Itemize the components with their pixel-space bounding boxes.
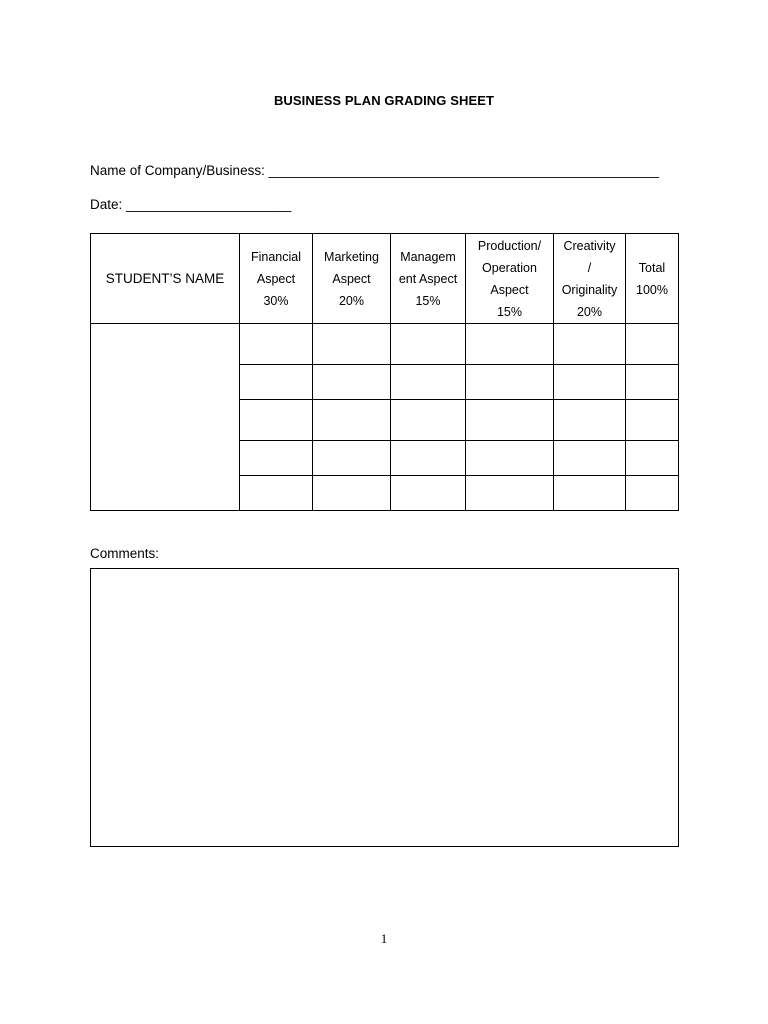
production-score-cell[interactable] bbox=[466, 365, 554, 400]
production-score-cell[interactable] bbox=[466, 400, 554, 441]
page-number: 1 bbox=[380, 931, 388, 946]
marketing-score-cell[interactable] bbox=[313, 400, 391, 441]
marketing-score-cell[interactable] bbox=[313, 324, 391, 365]
header-line: 15% bbox=[415, 293, 441, 308]
header-line: Aspect bbox=[332, 271, 371, 286]
financial-score-cell[interactable] bbox=[240, 324, 313, 365]
header-line: 15% bbox=[496, 304, 523, 319]
document-title: BUSINESS PLAN GRADING SHEET bbox=[273, 93, 495, 108]
creativity-score-cell[interactable] bbox=[554, 324, 626, 365]
production-score-cell[interactable] bbox=[466, 324, 554, 365]
comments-box[interactable] bbox=[90, 568, 679, 847]
production-score-cell[interactable] bbox=[466, 476, 554, 511]
date-label: Date: bbox=[90, 197, 127, 212]
management-aspect-header bbox=[391, 234, 466, 324]
production-score-cell[interactable] bbox=[466, 441, 554, 476]
creativity-score-cell[interactable] bbox=[554, 441, 626, 476]
financial-score-cell[interactable] bbox=[240, 365, 313, 400]
marketing-score-cell[interactable] bbox=[313, 365, 391, 400]
table-header-row bbox=[91, 234, 679, 324]
total-header bbox=[626, 234, 679, 324]
management-score-cell[interactable] bbox=[391, 400, 466, 441]
financial-score-cell[interactable] bbox=[240, 476, 313, 511]
header-line: Production/ bbox=[477, 238, 542, 253]
header-line: Originality bbox=[561, 282, 618, 297]
header-line: 30% bbox=[263, 293, 289, 308]
management-score-cell[interactable] bbox=[391, 441, 466, 476]
total-score-cell[interactable] bbox=[626, 400, 679, 441]
marketing-score-cell[interactable] bbox=[313, 476, 391, 511]
financial-score-cell[interactable] bbox=[240, 441, 313, 476]
management-score-cell[interactable] bbox=[391, 324, 466, 365]
company-name-field bbox=[90, 163, 659, 178]
header-line: Creativity bbox=[563, 238, 616, 253]
student-name-cell[interactable] bbox=[91, 324, 240, 511]
header-line: Managem bbox=[400, 249, 456, 264]
creativity-score-cell[interactable] bbox=[554, 365, 626, 400]
header-line: 20% bbox=[576, 304, 603, 319]
student-name-header: STUDENT’S NAME bbox=[91, 234, 240, 324]
comments-label: Comments: bbox=[90, 546, 160, 561]
company-name-blank[interactable]: ____________________________________________________ bbox=[268, 163, 660, 178]
header-line: Aspect bbox=[256, 271, 296, 286]
header-line: Operation bbox=[482, 260, 537, 275]
creativity-score-cell[interactable] bbox=[554, 476, 626, 511]
header-line: 20% bbox=[338, 293, 365, 308]
date-blank[interactable]: ______________________ bbox=[126, 197, 292, 212]
table-row bbox=[91, 324, 679, 365]
creativity-originality-header bbox=[554, 234, 626, 324]
company-name-label: Name of Company/Business: bbox=[90, 163, 269, 178]
header-line: 100% bbox=[636, 282, 668, 297]
total-score-cell[interactable] bbox=[626, 365, 679, 400]
financial-score-cell[interactable] bbox=[240, 400, 313, 441]
creativity-score-cell[interactable] bbox=[554, 400, 626, 441]
header-line: Marketing bbox=[324, 249, 379, 264]
financial-aspect-header bbox=[240, 234, 313, 324]
total-score-cell[interactable] bbox=[626, 441, 679, 476]
marketing-aspect-header bbox=[313, 234, 391, 324]
header-line: Aspect bbox=[490, 282, 529, 297]
management-score-cell[interactable] bbox=[391, 365, 466, 400]
grading-table bbox=[90, 233, 679, 511]
header-line: ent Aspect bbox=[398, 271, 458, 286]
date-field bbox=[90, 197, 291, 212]
marketing-score-cell[interactable] bbox=[313, 441, 391, 476]
header-line: Financial bbox=[250, 249, 302, 264]
production-operation-aspect-header bbox=[466, 234, 554, 324]
total-score-cell[interactable] bbox=[626, 324, 679, 365]
management-score-cell[interactable] bbox=[391, 476, 466, 511]
header-line: Total bbox=[638, 260, 666, 275]
total-score-cell[interactable] bbox=[626, 476, 679, 511]
header-line: / bbox=[587, 260, 592, 275]
